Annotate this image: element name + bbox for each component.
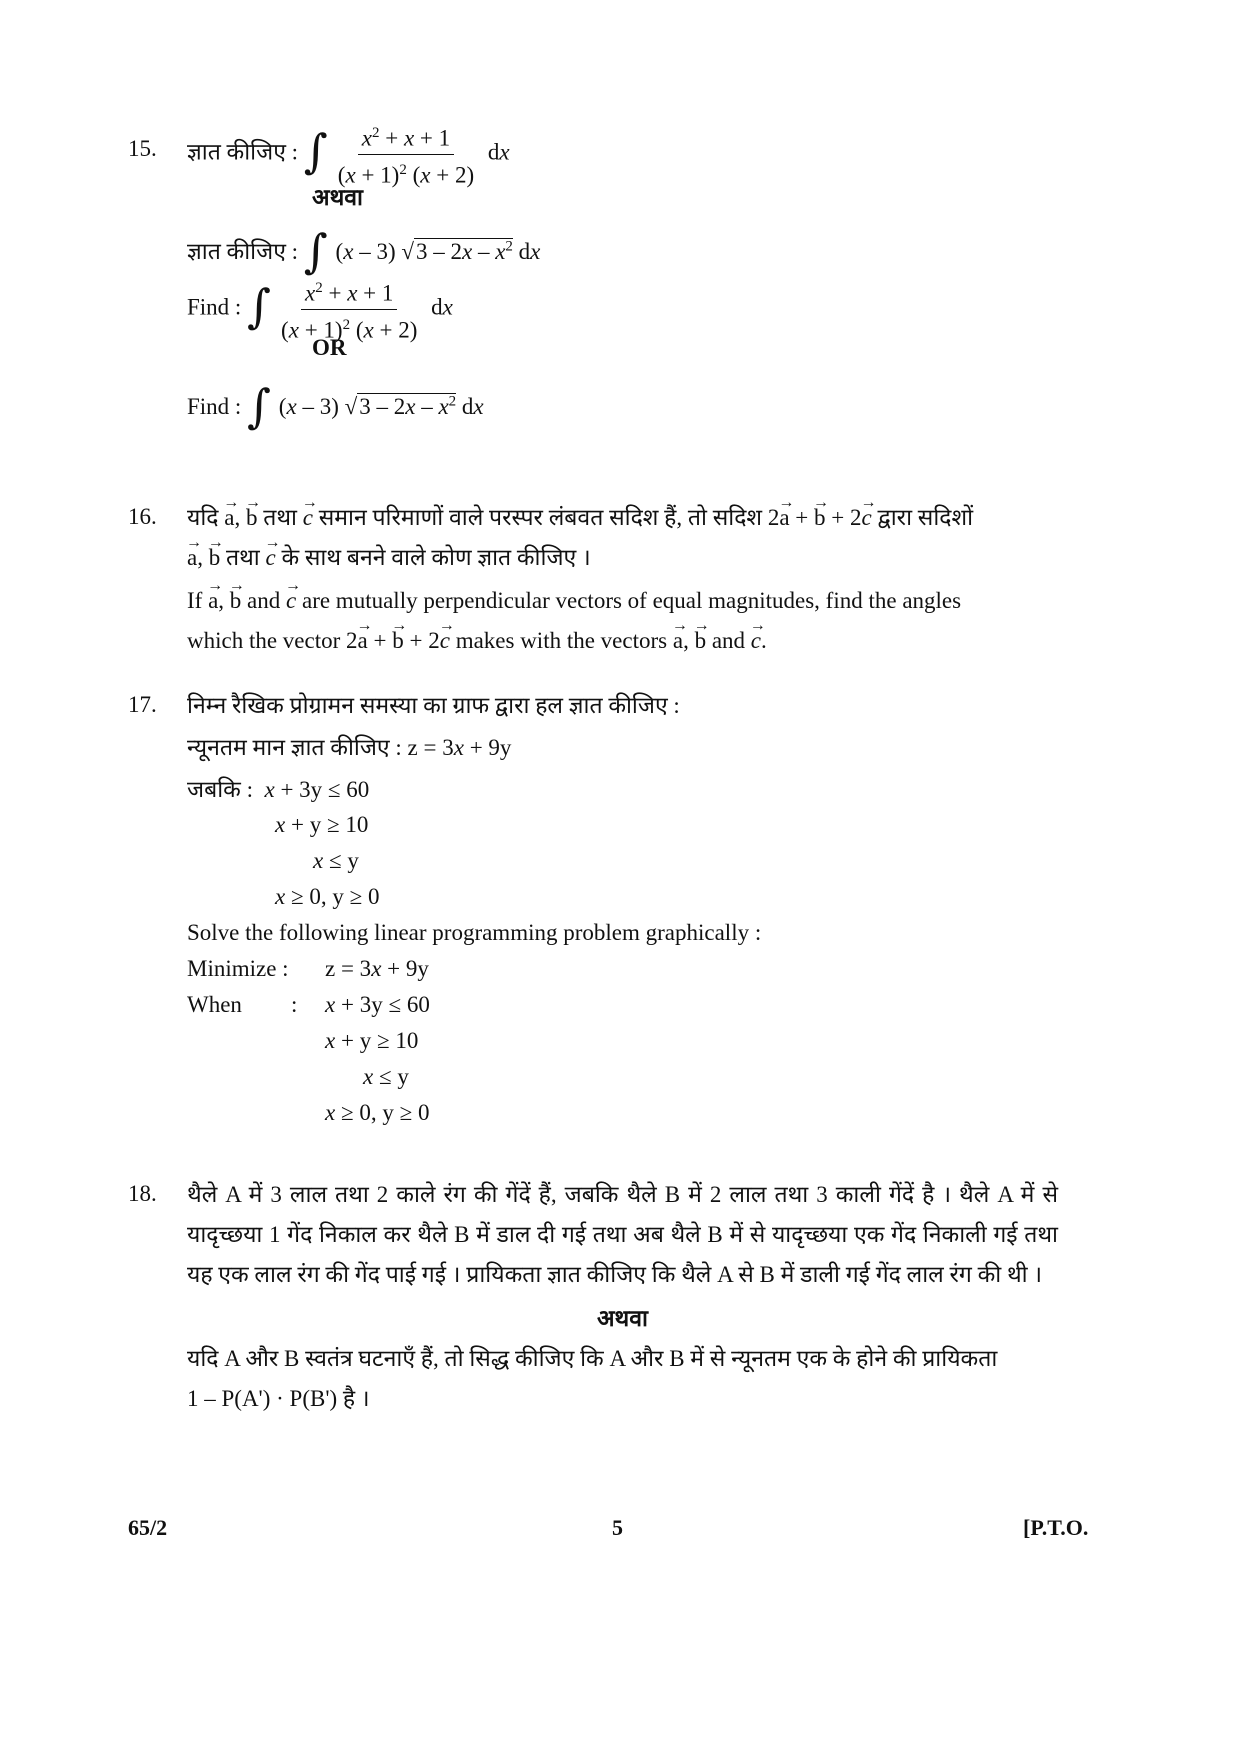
integral-sign: ∫	[247, 279, 272, 334]
english-constraint-2: x + y ≥ 10	[325, 1028, 419, 1053]
hindi-constraint-2: x + y ≥ 10	[275, 812, 369, 837]
fraction: $\frac{x^2 + x + 1}{(x + 1)^2 (x + 2)}$	[277, 275, 421, 343]
integral-sign: ∫	[303, 224, 328, 278]
english-when-label: When	[187, 992, 242, 1017]
please-turn-over: [P.T.O.	[1023, 1515, 1089, 1540]
or-label-english: OR	[312, 335, 347, 360]
hindi-line-2: → a, → b तथा → c के साथ बनने वाले कोण ज्ञात कीजिए ।	[187, 538, 1058, 578]
hindi-paragraph-2b: 1 – P(A') · P(B') है ।	[187, 1386, 370, 1411]
english-constraint-4: x ≥ 0, y ≥ 0	[325, 1100, 430, 1125]
question-16	[128, 498, 1058, 668]
question-body	[187, 1175, 1058, 1419]
hindi-paragraph-2a: यदि A और B स्वतंत्र घटनाएँ हैं, तो सिद्ध कीजिए कि A और B में से न्यूनतम एक के होने की प्रायिकता	[187, 1346, 998, 1371]
find-label: ज्ञात कीजिए :	[187, 239, 299, 264]
question-number: 18.	[128, 1181, 157, 1206]
hindi-integral-1: ज्ञात कीजिए : ∫ $\frac{x^2 + x + 1}{(x + 1)^2 (x + 2)}$ dx	[187, 120, 510, 188]
english-line-1: If → a, → b and → c are mutually perpendicular vectors of equal magnitudes, find the angles	[187, 581, 1058, 621]
paper-code: 65/2	[128, 1515, 168, 1540]
or-label-hindi: अथवा	[312, 185, 364, 210]
question-number: 15.	[128, 136, 157, 161]
english-when-colon: :	[291, 992, 298, 1017]
english-integral-2: Find : ∫ (x – 3) $√3 - 2x - x^2$ dx	[187, 379, 484, 433]
english-objective: z = 3x + 9y	[325, 956, 429, 981]
hindi-line-1: यदि → a, → b तथा → c समान परिमाणों वाले परस्पर लंबवत सदिश हैं, तो सदिश 2→ a + → b + 2→ c द्वारा सदिशों	[187, 498, 1058, 538]
fraction: $\frac{x^2 + x + 1}{(x + 1)^2 (x + 2)}$	[334, 120, 478, 188]
question-17	[128, 688, 1058, 1158]
page-number: 5	[612, 1515, 623, 1540]
english-line-2: which the vector 2→ a + → b + 2→ c makes with the vectors → a, → b and → c.	[187, 621, 1058, 661]
english-intro: Solve the following linear programming problem graphically :	[187, 920, 762, 945]
hindi-constraint-1: जबकि : x + 3y ≤ 60	[187, 777, 370, 802]
english-integral-1: Find : ∫ $\frac{x^2 + x + 1}{(x + 1)^2 (x + 2)}$ dx	[187, 275, 453, 343]
hindi-integral-2: ज्ञात कीजिए : ∫ (x – 3) $√3 - 2x - x^2$ dx	[187, 224, 541, 278]
question-15	[128, 120, 1058, 470]
english-constraint-3: x ≤ y	[363, 1064, 409, 1089]
integral-sign: ∫	[247, 379, 272, 433]
hindi-objective: न्यूनतम मान ज्ञात कीजिए : z = 3x + 9y	[187, 735, 512, 760]
find-label: Find :	[187, 294, 242, 320]
hindi-paragraph-1: थैले A में 3 लाल तथा 2 काले रंग की गेंदें हैं, जबकि थैले B में 2 लाल तथा 3 काली गेंदें है । थैले A में से यादृच्छया 1 गेंद निकाल कर थैले B में डाल दी गई तथा अब थैले B में से यादृच्छया एक गेंद निकाली गई तथा यह एक लाल रंग की गेंद पाई गई । प्रायिकता ज्ञात कीजिए कि थैले A से B में डाली गई गेंद लाल रंग की थी ।	[187, 1182, 1058, 1287]
hindi-intro: निम्न रैखिक प्रोग्रामन समस्या का ग्राफ द्वारा हल ज्ञात कीजिए :	[187, 693, 680, 718]
hindi-constraint-3: x ≤ y	[313, 848, 359, 873]
find-label: Find :	[187, 394, 242, 419]
english-constraint-1: x + 3y ≤ 60	[325, 992, 430, 1017]
question-number: 16.	[128, 504, 157, 529]
find-label: ज्ञात कीजिए :	[187, 139, 299, 165]
hindi-constraint-4: x ≥ 0, y ≥ 0	[275, 884, 380, 909]
english-objective-label: Minimize :	[187, 956, 289, 981]
integral-sign: ∫	[303, 124, 328, 179]
question-number: 17.	[128, 692, 157, 717]
or-label-hindi: अथवा	[596, 1306, 648, 1331]
question-body	[187, 498, 1058, 661]
question-18	[128, 1175, 1058, 1475]
